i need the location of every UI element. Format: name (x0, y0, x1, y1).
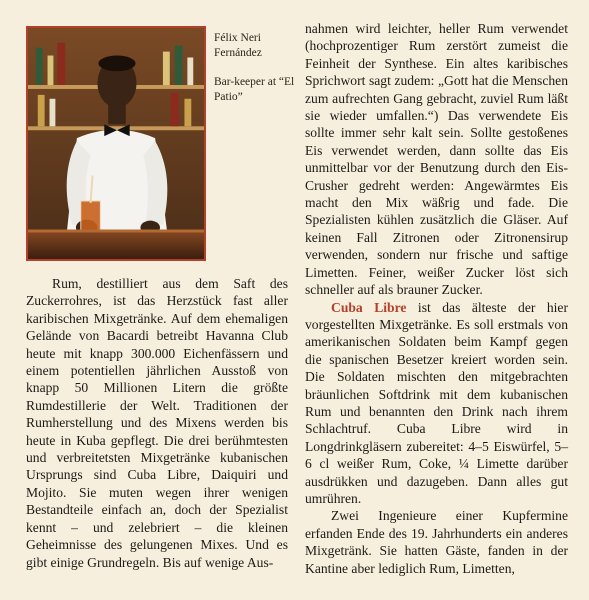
cuba-libre-heading: Cuba Libre (331, 299, 407, 315)
caption-name: Félix Neri Fernández (214, 32, 262, 59)
photo-caption (214, 31, 306, 119)
right-paragraph-2 (305, 299, 568, 508)
left-column (26, 275, 288, 571)
bartender-photo (26, 26, 206, 261)
left-paragraph: Rum, destilliert aus dem Saft des Zuckerrohres, ist das Herzstück fast aller karibischen Mixgetränke. Auf dem ehemaligen Gelände von Bacardi betreibt Havanna Club heute mit knapp 300.000 Eichenfässern und einem potentiellen jährlichen Ausstoß von knapp 50 Millionen Litern die größte Rumdestillerie der Welt. Traditionen der Rumherstellung und des Mixens werden bis heute in Kuba gepflegt. Die drei berühmtesten und verbreitetsten Mixgetränke kubanischen Ursprungs sind Cuba Libre, Daiquiri und Mojito. Sie muten wegen ihrer wenigen Bestandteile einfach an, doch der Spezialist kennt – und zelebriert – die kleinen Geheimnisse des gelungenen Mixes. Und es gibt einige Grundregeln. Bis auf wenige Aus- (26, 276, 288, 570)
caption-role: Bar-keeper at “El Patio” (214, 76, 295, 103)
right-paragraph-2-text: ist das älteste der hier vorgestellten Mixgetränke. Es soll erstmals von amerikanischen Soldaten beim Kampf gegen die spanischen Besetzer kreiert worden sein. Die Soldaten mischten den mitgebrachten bräunlichen Softdrink mit dem kubanischen Rum und benannten den Drink nach ihrem Schlachtruf. Cuba Libre wird in Longdrinkgläsern zubereitet: 4–5 Eiswürfel, 5–6 cl weißer Rum, Coke, ¼ Limette darüber ausdrükken und dazugeben. Dann alles gut umrühren. (305, 299, 568, 506)
right-paragraph-3: Zwei Ingenieure einer Kupfermine erfanden Ende des 19. Jahrhunderts ein anderes Mixgetränk. Sie hatten Gäste, fanden in der Kantine aber lediglich Rum, Limetten, (305, 508, 568, 576)
right-column (305, 20, 568, 577)
bartender-illustration (28, 28, 204, 259)
right-paragraph-1: nahmen wird leichter, heller Rum verwendet (hochprozentiger Rum zerstört zumeist die Feinheit der Synthese. Ein altes karibisches Sprichwort sagt zudem: „Gott hat die Menschen zum aufrechten Gang gebracht, zuviel Rum läßt sie wieder umfallen.“) Das verwendete Eis sollte immer sehr kalt sein. Sollte gestoßenes Eis verwendet werden, dann sollte das Eis unmittelbar vor der Benutzung durch den Eis-Crusher gedreht werden: Angewärmtes Eis macht den Mix wäßrig und fade. Die Spezialisten kühlen zusätzlich die Gläser. Auf keinen Fall Zitronen oder Zitronensirup verwenden, sondern nur frische und saftige Limetten. Feiner, weißer Zucker löst sich schneller auf als brauner Zucker. (305, 21, 568, 298)
